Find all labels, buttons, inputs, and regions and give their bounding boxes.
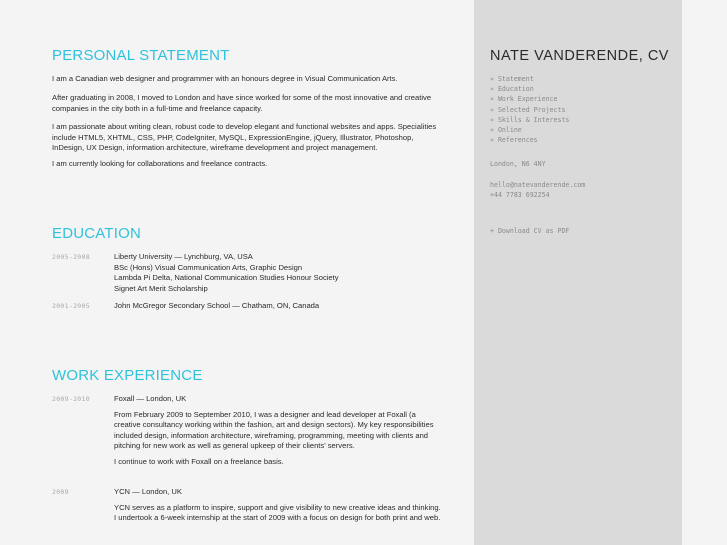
work-years: 2009 [52,488,69,496]
education-line: John McGregor Secondary School — Chatham, ON, Canada [114,301,320,310]
sidebar-nav [490,74,569,145]
statement-paragraph: After graduating in 2008, I moved to London and have since worked for some of the most innovative and creative companies in the city both in a full-time and freelance capacity. [52,93,432,113]
work-entry [114,487,444,524]
nav-item-education[interactable]: » Education [490,85,534,94]
contact-info [490,180,585,200]
education-line: Lambda Pi Delta, National Communication Studies Honour Society [114,273,339,282]
nav-item-skills-interests[interactable]: » Skills & Interests [490,115,570,124]
education-line: BSc (Hons) Visual Communication Arts, Graphic Design [114,262,303,272]
education-line: Signet Art Merit Scholarship [114,283,208,293]
education-line: Liberty University — Lynchburg, VA, USA [114,252,253,261]
statement-paragraph: I am currently looking for collaborations and freelance contracts. [52,159,268,168]
download-pdf-link[interactable]: + Download CV as PDF [490,227,570,235]
work-heading: WORK EXPERIENCE [52,367,203,384]
nav-item-references[interactable]: » References [490,136,538,145]
education-years: 2001-2005 [52,302,90,310]
work-title: Foxall — London, UK [114,394,187,403]
email-link[interactable]: hello@natevanderende.com [490,181,586,189]
work-title: YCN — London, UK [114,487,182,496]
work-paragraph: From February 2009 to September 2010, I was a designer and lead developer at Foxall (a creative consultancy working within the fashion, art and design sectors). My key responsibilities included design, information architecture, wireframing, programming, meeting with clients and pitching for new work as well as general upkeep of their clients' servers. [114,409,434,450]
statement-paragraph: I am passionate about writing clean, robust code to develop elegant and functional websites and apps. Specialities include HTML5, XHTML, CSS, PHP, CodeIgniter, MySQL, ExpressionEngine, jQuery, Illustrator, Photoshop, InDesign, UX Design, information architecture, wireframe development and project management. [52,122,437,152]
nav-item-work-experience[interactable]: » Work Experience [490,95,558,104]
nav-item-statement[interactable]: » Statement [490,75,534,83]
phone-number: +44 7783 692254 [490,191,550,200]
right-margin [682,0,727,545]
nav-item-online[interactable]: » Online [490,126,522,135]
statement-heading: PERSONAL STATEMENT [52,47,230,64]
work-paragraph: YCN serves as a platform to inspire, support and give visibility to new creative ideas and thinking. I undertook a 6-week internship at the start of 2009 with a focus on design for both print and web. [114,502,441,522]
nav-item-selected-projects[interactable]: » Selected Projects [490,105,566,114]
cv-title: NATE VANDERENDE, CV [490,48,669,64]
statement-paragraph: I am a Canadian web designer and programmer with an honours degree in Visual Communication Arts. [52,74,398,83]
education-years: 2005-2008 [52,253,90,261]
work-paragraph: I continue to work with Foxall on a freelance basis. [114,456,284,466]
education-heading: EDUCATION [52,225,142,242]
education-entry [114,301,444,312]
work-entry [114,394,444,467]
work-years: 2009-2010 [52,395,90,403]
education-entry [114,252,444,294]
address: London, N6 4NY [490,160,546,168]
